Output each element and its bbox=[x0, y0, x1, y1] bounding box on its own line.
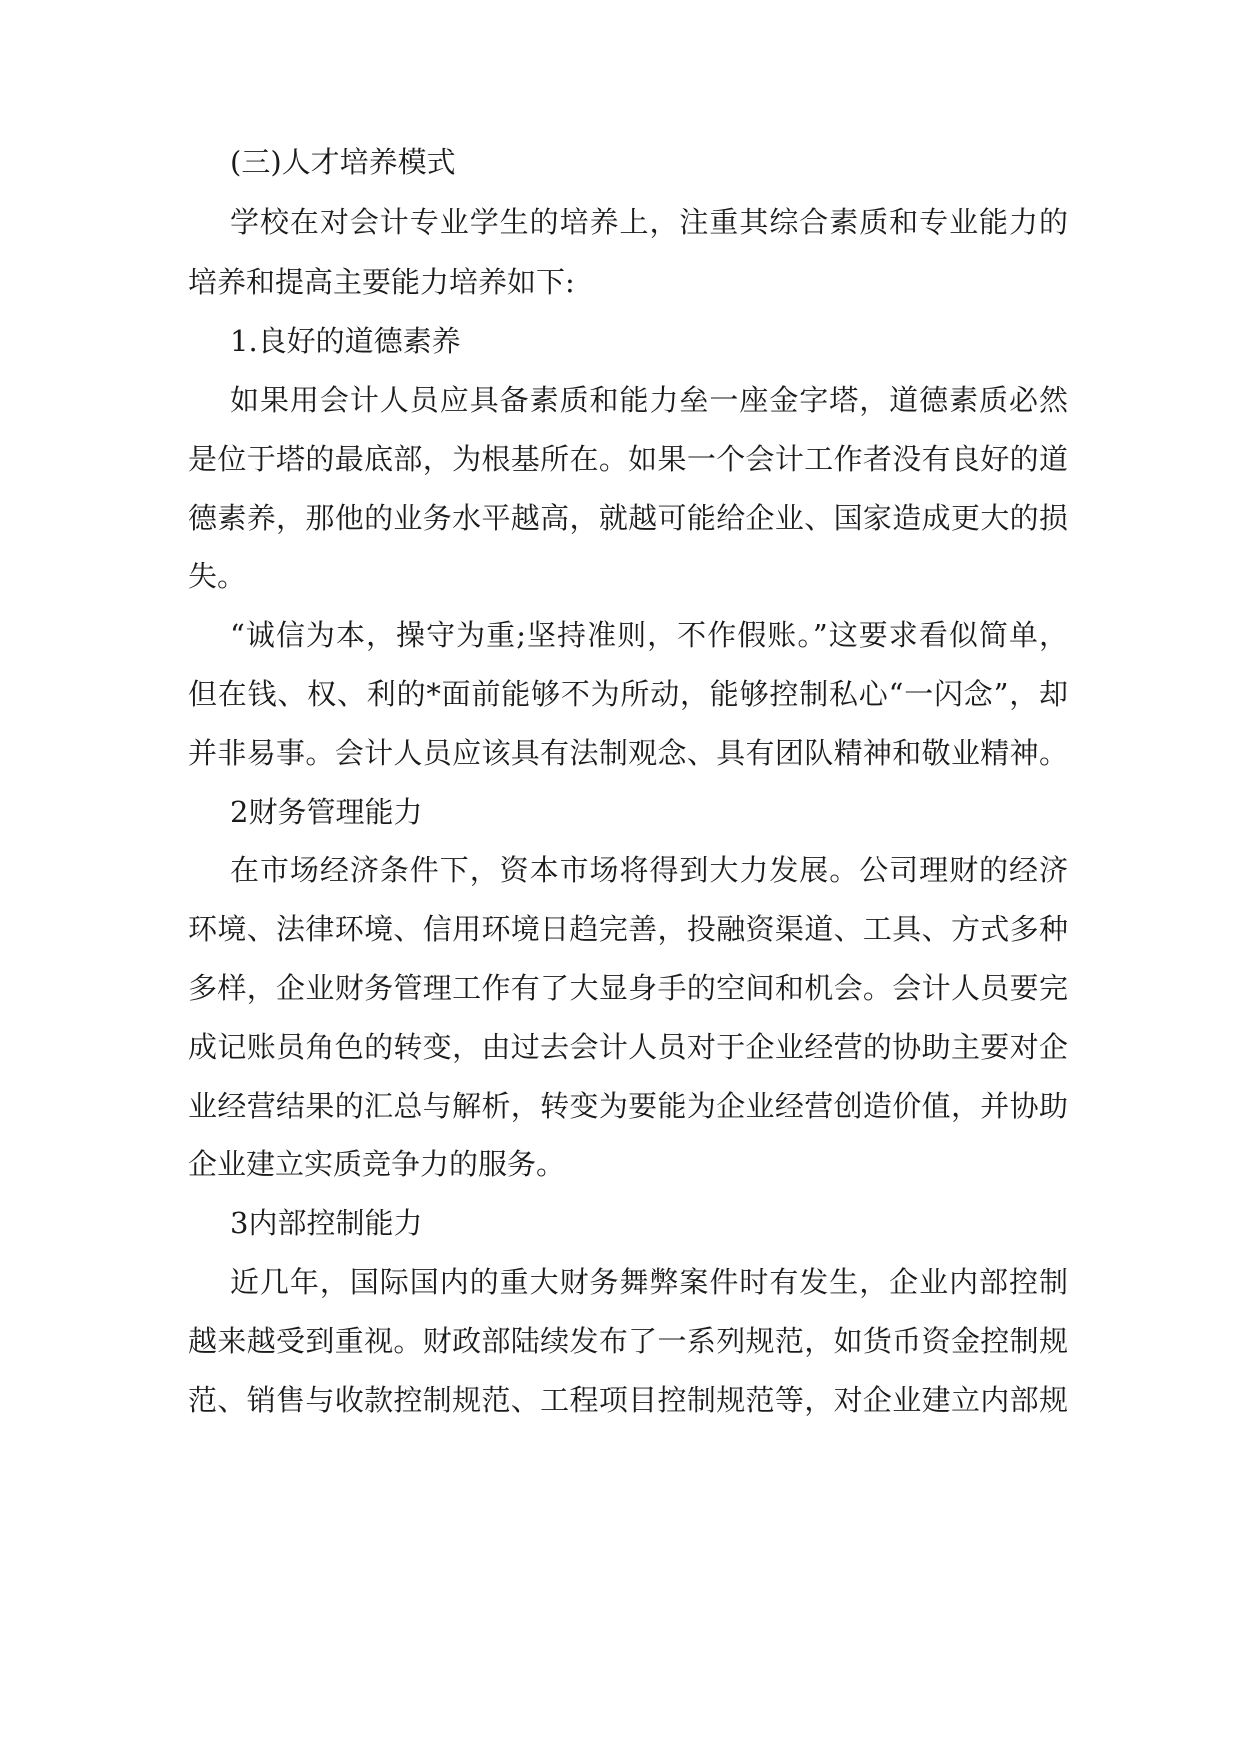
paragraph-line: 成记账员角色的转变，由过去会计人员对于企业经营的协助主要对企 bbox=[188, 1030, 1068, 1064]
subheading: 3内部控制能力 bbox=[230, 1206, 423, 1240]
paragraph-line: 失。 bbox=[188, 559, 247, 593]
paragraph-line: 范、销售与收款控制规范、工程项目控制规范等，对企业建立内部规 bbox=[188, 1383, 1068, 1417]
paragraph-line: 德素养，那他的业务水平越高，就越可能给企业、国家造成更大的损 bbox=[188, 501, 1068, 535]
paragraph-line: 企业建立实质竞争力的服务。 bbox=[188, 1147, 566, 1181]
subheading: 1.良好的道德素养 bbox=[230, 324, 461, 358]
subheading: 2财务管理能力 bbox=[230, 795, 423, 829]
paragraph-line: 但在钱、权、利的*面前能够不为所动，能够控制私心“一闪念”，却 bbox=[188, 677, 1068, 711]
paragraph-line: 环境、法律环境、信用环境日趋完善，投融资渠道、工具、方式多种 bbox=[188, 912, 1068, 946]
paragraph-line: 培养和提高主要能力培养如下: bbox=[188, 265, 575, 299]
paragraph-line: 并非易事。会计人员应该具有法制观念、具有团队精神和敬业精神。 bbox=[188, 736, 1068, 770]
paragraph-line: 学校在对会计专业学生的培养上，注重其综合素质和专业能力的 bbox=[230, 205, 1068, 239]
paragraph-line: “诚信为本，操守为重;坚持准则，不作假账。”这要求看似简单， bbox=[230, 618, 1068, 652]
paragraph-line: 多样，企业财务管理工作有了大显身手的空间和机会。会计人员要完 bbox=[188, 971, 1068, 1005]
paragraph-line: 在市场经济条件下，资本市场将得到大力发展。公司理财的经济 bbox=[230, 853, 1068, 887]
paragraph-line: 如果用会计人员应具备素质和能力垒一座金字塔，道德素质必然 bbox=[230, 383, 1068, 417]
paragraph-line: 业经营结果的汇总与解析，转变为要能为企业经营创造价值，并协助 bbox=[188, 1089, 1068, 1123]
paragraph-line: 越来越受到重视。财政部陆续发布了一系列规范，如货币资金控制规 bbox=[188, 1324, 1068, 1358]
paragraph-line: 近几年，国际国内的重大财务舞弊案件时有发生，企业内部控制 bbox=[230, 1265, 1068, 1299]
paragraph-line: 是位于塔的最底部，为根基所在。如果一个会计工作者没有良好的道 bbox=[188, 442, 1068, 476]
section-heading: (三)人才培养模式 bbox=[230, 145, 456, 179]
